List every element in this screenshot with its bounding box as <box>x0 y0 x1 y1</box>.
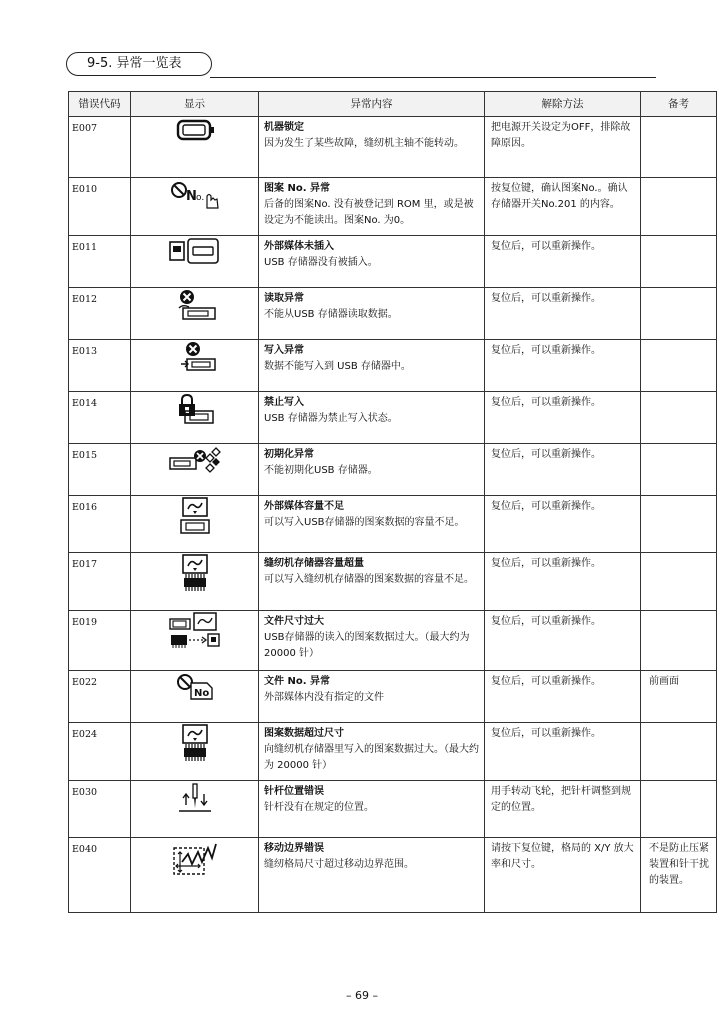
table-row <box>69 781 717 838</box>
table-row <box>69 392 717 444</box>
table-row <box>69 178 717 236</box>
svg-text:N: N <box>185 189 197 204</box>
error-description: 不能从USB 存储器读取数据。 <box>264 309 398 320</box>
section-rule <box>210 77 656 78</box>
error-description: 针杆没有在规定的位置。 <box>264 802 374 813</box>
table-row <box>69 671 717 723</box>
solution: 复位后，可以重新操作。 <box>485 671 641 723</box>
sewing-area-over-icon <box>170 838 220 878</box>
error-title: 初期化异常 <box>264 449 314 460</box>
error-title: 机器锁定 <box>264 122 304 133</box>
solution: 用手转动飞轮，把针杆调整到规定的位置。 <box>485 781 641 838</box>
solution: 请按下复位键，格局的 X/Y 放大率和尺寸。 <box>485 838 641 913</box>
solution: 复位后，可以重新操作。 <box>485 236 641 288</box>
table-row <box>69 444 717 496</box>
error-title: 禁止写入 <box>264 397 304 408</box>
remark <box>641 340 717 392</box>
table-row <box>69 838 717 913</box>
error-description: USB存储器的读入的图案数据过大。（最大约为 20000 针） <box>264 632 470 659</box>
needle-bar-position-icon <box>177 781 213 817</box>
section-title: 9-5. 异常一览表 <box>66 52 212 76</box>
remark <box>641 288 717 340</box>
solution: 复位后，可以重新操作。 <box>485 496 641 553</box>
header-display: 显示 <box>131 92 259 117</box>
error-description: 缝纫格局尺寸超过移动边界范围。 <box>264 859 414 870</box>
error-description: USB 存储器没有被插入。 <box>264 257 378 268</box>
solution: 复位后，可以重新操作。 <box>485 288 641 340</box>
solution: 复位后，可以重新操作。 <box>485 611 641 671</box>
solution: 复位后，可以重新操作。 <box>485 723 641 781</box>
file-size-over-icon <box>168 611 222 651</box>
error-description: 后备的图案No. 没有被登记到 ROM 里，或是被设定为不能读出。图案No. 为0。 <box>264 199 474 226</box>
remark <box>641 178 717 236</box>
header-remarks: 备考 <box>641 92 717 117</box>
error-title: 缝纫机存储器容量超量 <box>264 558 364 569</box>
header-error-content: 异常内容 <box>259 92 485 117</box>
file-no-error-icon <box>175 671 215 701</box>
table-row <box>69 723 717 781</box>
error-code: E010 <box>69 178 131 236</box>
remark <box>641 117 717 178</box>
remark: 不是防止压紧装置和针干扰的装置。 <box>641 838 717 913</box>
write-protect-icon <box>173 392 217 426</box>
pattern-size-over-icon <box>177 723 213 763</box>
error-title: 图案 No. 异常 <box>264 183 331 194</box>
error-code: E022 <box>69 671 131 723</box>
error-code: E019 <box>69 611 131 671</box>
pattern-no-error-icon <box>169 178 221 212</box>
read-error-icon <box>173 288 217 322</box>
error-description: 向缝纫机存储器里写入的图案数据过大。（最大约为 20000 针） <box>264 744 479 771</box>
table-row <box>69 611 717 671</box>
error-description: 因为发生了某些故障，缝纫机主轴不能转动。 <box>264 138 464 149</box>
error-description: USB 存储器为禁止写入状态。 <box>264 413 398 424</box>
error-title: 写入异常 <box>264 345 304 356</box>
table-row <box>69 117 717 178</box>
remark <box>641 781 717 838</box>
header-error-code: 错误代码 <box>69 92 131 117</box>
error-description: 可以写入缝纫机存储器的图案数据的容量不足。 <box>264 574 474 585</box>
page-number: – 69 – <box>346 989 378 1002</box>
media-capacity-icon <box>177 496 213 536</box>
error-title: 文件尺寸过大 <box>264 616 324 627</box>
remark <box>641 392 717 444</box>
header-solution: 解除方法 <box>485 92 641 117</box>
table-row <box>69 553 717 611</box>
table-header-row <box>69 92 717 117</box>
remark <box>641 496 717 553</box>
error-code: E007 <box>69 117 131 178</box>
error-code: E024 <box>69 723 131 781</box>
format-error-icon <box>168 444 222 478</box>
remark <box>641 444 717 496</box>
svg-text:No: No <box>193 688 209 699</box>
solution: 复位后，可以重新操作。 <box>485 444 641 496</box>
error-code: E013 <box>69 340 131 392</box>
error-code: E014 <box>69 392 131 444</box>
remark <box>641 553 717 611</box>
solution: 复位后，可以重新操作。 <box>485 392 641 444</box>
error-code: E015 <box>69 444 131 496</box>
svg-text:o.: o. <box>195 193 204 203</box>
table-row <box>69 236 717 288</box>
table-row <box>69 288 717 340</box>
error-title: 外部媒体容量不足 <box>264 501 344 512</box>
error-code: E030 <box>69 781 131 838</box>
error-title: 图案数据超过尺寸 <box>264 728 344 739</box>
error-title: 针杆位置错误 <box>264 786 324 797</box>
error-code: E017 <box>69 553 131 611</box>
remark <box>641 236 717 288</box>
table-row <box>69 496 717 553</box>
error-description: 可以写入USB存储器的图案数据的容量不足。 <box>264 517 465 528</box>
error-code: E012 <box>69 288 131 340</box>
error-title: 读取异常 <box>264 293 304 304</box>
section-header <box>66 52 656 80</box>
solution: 把电源开关设定为OFF，排除故障原因。 <box>485 117 641 178</box>
error-description: 数据不能写入到 USB 存储器中。 <box>264 361 411 372</box>
error-code: E016 <box>69 496 131 553</box>
error-description: 不能初期化USB 存储器。 <box>264 465 378 476</box>
solution: 复位后，可以重新操作。 <box>485 553 641 611</box>
error-code: E040 <box>69 838 131 913</box>
remark <box>641 723 717 781</box>
motor-lock-icon <box>175 117 215 143</box>
machine-memory-over-icon <box>177 553 213 593</box>
solution: 复位后，可以重新操作。 <box>485 340 641 392</box>
media-not-inserted-icon <box>169 236 221 266</box>
write-error-icon <box>173 340 217 374</box>
remark <box>641 611 717 671</box>
solution: 按复位键，确认图案No.。确认存储器开关No.201 的内容。 <box>485 178 641 236</box>
error-title: 外部媒体未插入 <box>264 241 334 252</box>
error-title: 移动边界错误 <box>264 843 324 854</box>
error-code: E011 <box>69 236 131 288</box>
table-row <box>69 340 717 392</box>
remark: 前画面 <box>641 671 717 723</box>
error-list-table <box>68 91 717 913</box>
error-title: 文件 No. 异常 <box>264 676 331 687</box>
error-description: 外部媒体内没有指定的文件 <box>264 692 384 703</box>
